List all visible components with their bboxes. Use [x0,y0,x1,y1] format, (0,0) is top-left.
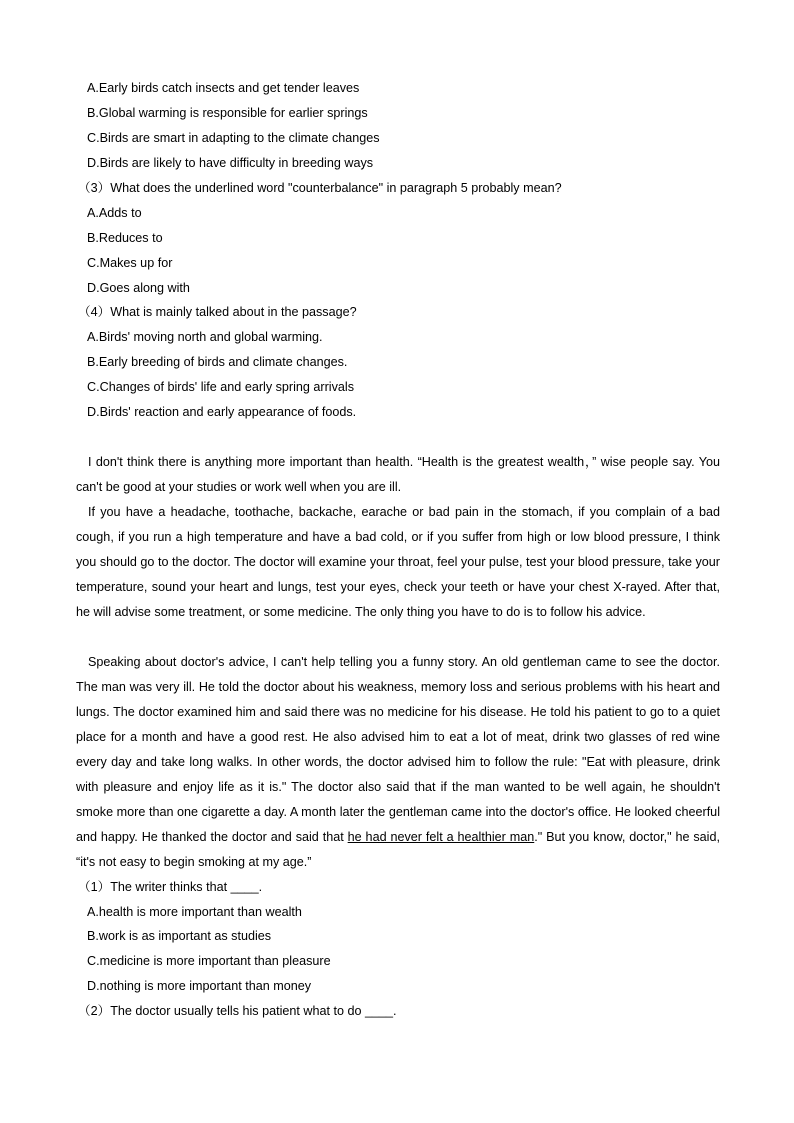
passage-paragraph-1: I don't think there is anything more important than health. “Health is the greatest wealth，” wise people say. You can't be good at your studies or work well when you are ill. [76,455,720,494]
question-4-option-d: D.Birds' reaction and early appearance of foods. [87,405,357,419]
passage-paragraph-2: If you have a headache, toothache, backache, earache or bad pain in the stomach, if you complain of a bad cough, if you run a high temperature and have a bad cold, or if you suffer from high or low blood pressure, I think you should go to the doctor. The doctor will examine your throat, feel your pulse, test your blood pressure, take your temperature, sound your heart and lungs, test your eyes, check your teeth or have your chest X-rayed. After that, he will advise some treatment, or some medicine. The only thing you have to do is to follow his advice. [76,505,720,619]
passage-question-2-stem: （2）The doctor usually tells his patient what to do ____. [78,1004,397,1018]
passage-question-1-option-b: B.work is as important as studies [87,929,272,943]
question-3-option-c: C.Makes up for [87,256,173,270]
passage-question-1-option-c: C.medicine is more important than pleasure [87,954,331,968]
question-4-option-b: B.Early breeding of birds and climate changes. [87,355,348,369]
q1-option-a: A.Early birds catch insects and get tender leaves [87,81,360,95]
q1-option-b: B.Global warming is responsible for earlier springs [87,106,368,120]
passage-paragraph-3-end: ." But you know, doctor," he said, “it's not easy to begin smoking at my age.” [76,830,720,869]
underlined-phrase: he had never felt a healthier man [347,830,535,844]
passage-paragraph-3-text: Speaking about doctor's advice, I can't help telling you a funny story. An old gentleman came to see the doctor. The man was very ill. He told the doctor about his weakness, memory loss and serious problems with his heart and lungs. The doctor examined him and said there was no medicine for his disease. He told his patient to go to a quiet place for a month and have a good rest. He also advised him to eat a lot of meat, drink two glasses of red wine every day and take long walks. In other words, the doctor advised him to follow the rule: "Eat with pleasure, drink with pleasure and enjoy life as it is." The doctor also said that if the man wanted to be well again, he shouldn't smoke more than one cigarette a day. A month later the gentleman came into the doctor's office. He looked cheerful and happy. He thanked the doctor and said that [76,655,720,844]
passage-paragraph-3 [76,650,720,875]
q1-option-c: C.Birds are smart in adapting to the climate changes [87,131,380,145]
question-3-stem: （3）What does the underlined word "counterbalance" in paragraph 5 probably mean? [78,181,562,195]
passage-question-1-stem: （1）The writer thinks that ____. [78,880,263,894]
passage-question-1-option-d: D.nothing is more important than money [87,979,312,993]
question-4-option-c: C.Changes of birds' life and early spring arrivals [87,380,354,394]
passage-question-1-option-a: A.health is more important than wealth [87,905,302,919]
question-4-option-a: A.Birds' moving north and global warming. [87,330,323,344]
question-3-option-d: D.Goes along with [87,281,190,295]
question-3-option-a: A.Adds to [87,206,142,220]
question-3-option-b: B.Reduces to [87,231,163,245]
q1-option-d: D.Birds are likely to have difficulty in breeding ways [87,156,374,170]
question-4-stem: （4）What is mainly talked about in the passage? [78,305,357,319]
